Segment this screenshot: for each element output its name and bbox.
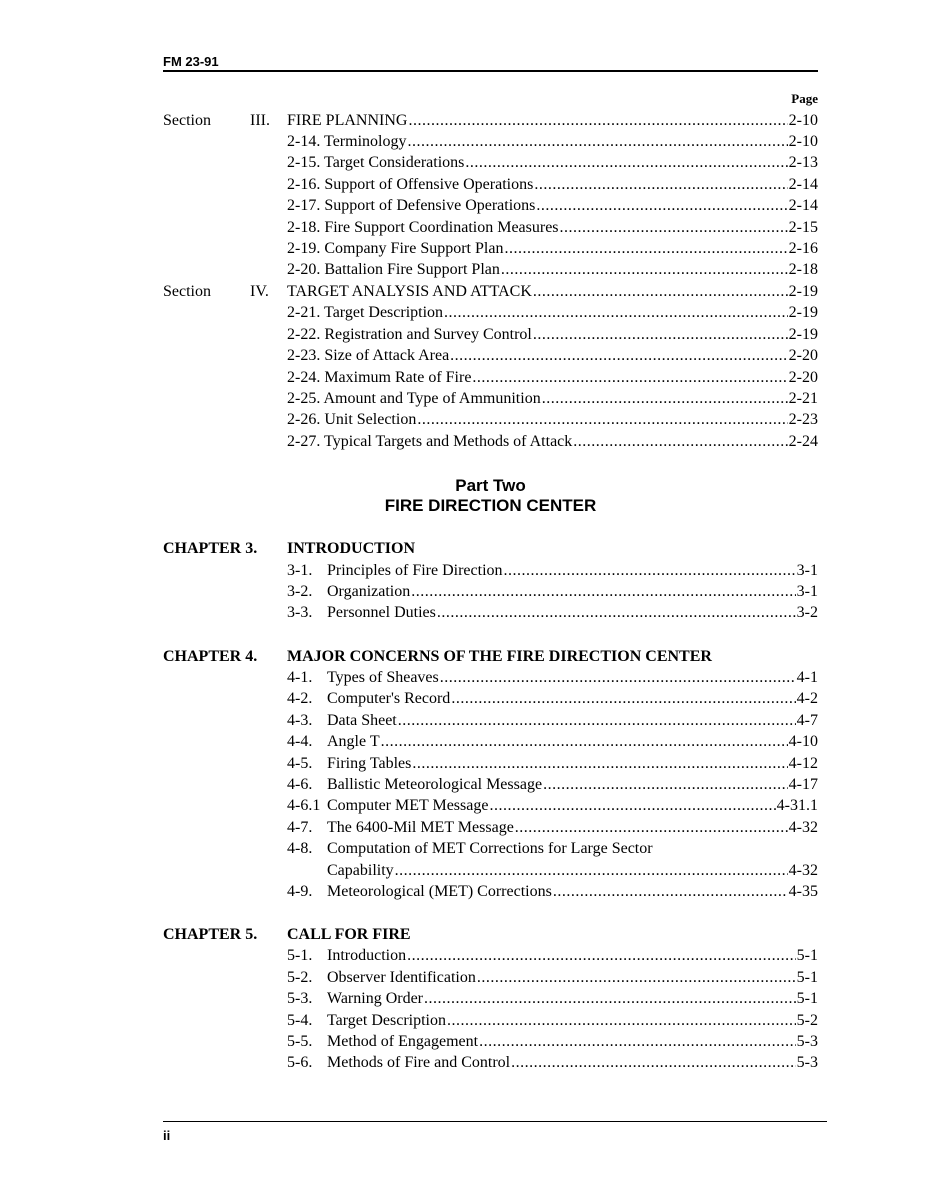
toc-row bbox=[163, 581, 818, 602]
section-number: III. bbox=[250, 112, 270, 129]
toc-entry[interactable] bbox=[327, 881, 818, 902]
toc-entry-number: 5-1. bbox=[287, 947, 313, 964]
section-label: Section bbox=[163, 112, 211, 129]
toc-entry-page: 2-20 bbox=[788, 347, 818, 364]
toc-entry[interactable] bbox=[327, 731, 818, 752]
toc-entry-title: 2-14. Terminology bbox=[287, 133, 407, 150]
toc-entry-title: Observer Identification bbox=[327, 969, 476, 986]
toc-entry-page: 4-12 bbox=[788, 755, 818, 772]
section-number: IV. bbox=[250, 283, 269, 300]
section-label: Section bbox=[163, 283, 211, 300]
toc-entry-page: 2-10 bbox=[788, 112, 818, 129]
toc-entry-page: 2-10 bbox=[788, 133, 818, 150]
toc-entry-title: 2-23. Size of Attack Area bbox=[287, 347, 450, 364]
toc-entry-number: 4-3. bbox=[287, 712, 313, 729]
toc-entry-title: FIRE PLANNING bbox=[287, 112, 408, 129]
toc-entry-page: 2-23 bbox=[788, 411, 818, 428]
toc-entry-number: 4-7. bbox=[287, 819, 313, 836]
toc-row bbox=[163, 688, 818, 709]
toc-entry-page: 2-15 bbox=[788, 219, 818, 236]
toc-entry-number: 5-3. bbox=[287, 990, 313, 1007]
toc-entry[interactable] bbox=[327, 688, 818, 709]
toc-entry-number: 5-2. bbox=[287, 969, 313, 986]
chapter-label: CHAPTER 3. bbox=[163, 540, 258, 557]
chapter-heading-row bbox=[163, 646, 818, 667]
toc-entry-number: 5-4. bbox=[287, 1012, 313, 1029]
toc-row bbox=[163, 753, 818, 774]
toc-entry[interactable] bbox=[327, 860, 818, 881]
chapter-title[interactable]: CALL FOR FIRE bbox=[287, 926, 411, 943]
toc-entry[interactable] bbox=[287, 238, 818, 259]
toc-entry[interactable] bbox=[287, 131, 818, 152]
toc-row bbox=[163, 345, 818, 366]
toc-entry-title: Warning Order bbox=[327, 990, 424, 1007]
toc-entry-title: Angle T bbox=[327, 733, 380, 750]
toc-row bbox=[163, 795, 818, 816]
toc-entry[interactable] bbox=[287, 367, 818, 388]
toc-entry-page: 2-16 bbox=[788, 240, 818, 257]
toc-entry-number: 4-5. bbox=[287, 755, 313, 772]
toc-entry[interactable] bbox=[327, 667, 818, 688]
toc-entry[interactable] bbox=[327, 1010, 818, 1031]
toc-entry-title: TARGET ANALYSIS AND ATTACK bbox=[287, 283, 532, 300]
toc-entry-page: 2-20 bbox=[788, 369, 818, 386]
toc-section-row bbox=[163, 110, 818, 131]
toc-entry[interactable] bbox=[327, 753, 818, 774]
toc-entry-page: 5-2 bbox=[796, 1012, 818, 1029]
toc-entry-page: 2-18 bbox=[788, 261, 818, 278]
toc-entry[interactable] bbox=[327, 1031, 818, 1052]
toc-entry-page: 5-1 bbox=[796, 947, 818, 964]
toc-row bbox=[163, 259, 818, 280]
toc-section-row bbox=[163, 281, 818, 302]
toc-entry-title: 2-25. Amount and Type of Ammunition bbox=[287, 390, 541, 407]
toc-entry-number: 4-2. bbox=[287, 690, 313, 707]
toc-entry-title: 2-17. Support of Defensive Operations bbox=[287, 197, 536, 214]
toc-entry-page: 4-10 bbox=[788, 733, 818, 750]
chapter-heading-row bbox=[163, 538, 818, 559]
toc-entry-page: 4-1 bbox=[796, 669, 818, 686]
toc-row bbox=[163, 774, 818, 795]
toc-row bbox=[163, 388, 818, 409]
toc-entry-title: 2-27. Typical Targets and Methods of Attack bbox=[287, 433, 573, 450]
toc-entry-title: Computer MET Message bbox=[327, 797, 489, 814]
toc-entry[interactable] bbox=[287, 302, 818, 323]
toc-entry-number: 4-9. bbox=[287, 883, 313, 900]
toc-entry[interactable] bbox=[287, 324, 818, 345]
toc-row bbox=[163, 409, 818, 430]
toc-entry-number: 3-2. bbox=[287, 583, 313, 600]
toc-entry-page: 4-32 bbox=[788, 862, 818, 879]
toc-entry-number: 4-8. bbox=[287, 840, 313, 857]
toc-entry-page: 4-2 bbox=[796, 690, 818, 707]
toc-entry[interactable] bbox=[287, 281, 818, 302]
toc-entry-title: Methods of Fire and Control bbox=[327, 1054, 511, 1071]
toc-entry-number: 4-6.1 bbox=[287, 797, 321, 814]
page-column-heading: Page bbox=[791, 91, 818, 106]
toc-row bbox=[163, 217, 818, 238]
toc-row bbox=[163, 710, 818, 731]
toc-entry-title: Ballistic Meteorological Message bbox=[327, 776, 543, 793]
toc-entry-page: 5-3 bbox=[796, 1054, 818, 1071]
toc-entry-title: Target Description bbox=[327, 1012, 446, 1029]
toc-entry[interactable] bbox=[327, 710, 818, 731]
toc-row bbox=[163, 560, 818, 581]
toc-entry-page: 4-35 bbox=[788, 883, 818, 900]
toc-entry-number: 4-6. bbox=[287, 776, 313, 793]
toc-entry[interactable] bbox=[327, 581, 818, 602]
toc-entry[interactable] bbox=[327, 602, 818, 623]
toc-entry[interactable] bbox=[287, 152, 818, 173]
chapter-label: CHAPTER 4. bbox=[163, 648, 258, 665]
toc-entry-title: 2-26. Unit Selection bbox=[287, 411, 417, 428]
toc-row bbox=[163, 945, 818, 966]
toc-entry-title: 2-15. Target Considerations bbox=[287, 154, 465, 171]
toc-entry[interactable] bbox=[327, 988, 818, 1009]
part-subtitle: FIRE DIRECTION CENTER bbox=[384, 496, 597, 515]
toc-entry-page: 5-3 bbox=[796, 1033, 818, 1050]
toc-entry-title: Organization bbox=[327, 583, 411, 600]
toc-entry[interactable] bbox=[287, 110, 818, 131]
toc-entry-title: 2-22. Registration and Survey Control bbox=[287, 326, 532, 343]
toc-entry-title: The 6400-Mil MET Message bbox=[327, 819, 514, 836]
toc-entry-number: 4-1. bbox=[287, 669, 313, 686]
toc-row bbox=[163, 988, 818, 1009]
toc-entry-title: 2-19. Company Fire Support Plan bbox=[287, 240, 504, 257]
toc-entry-title: Meteorological (MET) Corrections bbox=[327, 883, 552, 900]
page-number: ii bbox=[163, 1128, 171, 1143]
toc-entry[interactable] bbox=[327, 560, 818, 581]
part-title: Part Two bbox=[455, 476, 526, 495]
toc-entry[interactable] bbox=[287, 217, 818, 238]
toc-entry[interactable] bbox=[327, 774, 818, 795]
toc-entry-number: 5-6. bbox=[287, 1054, 313, 1071]
header-rule bbox=[163, 70, 818, 72]
toc-entry-number: 5-5. bbox=[287, 1033, 313, 1050]
toc-entry-title: 2-18. Fire Support Coordination Measures bbox=[287, 219, 559, 236]
toc-entry-title: Method of Engagement bbox=[327, 1033, 479, 1050]
toc-entry[interactable] bbox=[287, 409, 818, 430]
toc-entry-page: 4-17 bbox=[788, 776, 818, 793]
document-id-header: FM 23-91 bbox=[163, 54, 219, 69]
toc-entry-title: Firing Tables bbox=[327, 755, 412, 772]
toc-entry-page: 5-1 bbox=[796, 969, 818, 986]
toc-row bbox=[163, 881, 818, 902]
toc-row bbox=[163, 860, 818, 881]
toc-entry-page: 2-13 bbox=[788, 154, 818, 171]
toc-entry-page: 2-21 bbox=[788, 390, 818, 407]
toc-row bbox=[163, 174, 818, 195]
toc-entry-page: 2-19 bbox=[788, 283, 818, 300]
toc-entry-title[interactable]: Computation of MET Corrections for Large Sector bbox=[327, 840, 653, 857]
toc-entry-page: 2-19 bbox=[788, 304, 818, 321]
toc-entry[interactable] bbox=[327, 945, 818, 966]
toc-entry[interactable] bbox=[327, 817, 818, 838]
toc-entry-page: 3-1 bbox=[796, 583, 818, 600]
toc-entry-page: 2-14 bbox=[788, 197, 818, 214]
toc-row bbox=[163, 602, 818, 623]
chapter-label: CHAPTER 5. bbox=[163, 926, 258, 943]
toc-row bbox=[163, 667, 818, 688]
toc-row bbox=[163, 367, 818, 388]
toc-entry-title: Personnel Duties bbox=[327, 604, 436, 621]
toc-entry[interactable] bbox=[287, 195, 818, 216]
chapter-title[interactable]: INTRODUCTION bbox=[287, 540, 416, 557]
toc-entry[interactable] bbox=[287, 345, 818, 366]
toc-entry-title: Data Sheet bbox=[327, 712, 397, 729]
toc-entry-page: 4-31.1 bbox=[776, 797, 818, 814]
toc-entry-page: 3-1 bbox=[796, 562, 818, 579]
toc-row bbox=[163, 152, 818, 173]
toc-entry[interactable] bbox=[287, 174, 818, 195]
toc-entry-page: 2-19 bbox=[788, 326, 818, 343]
toc-row bbox=[163, 302, 818, 323]
toc-entry-title: Types of Sheaves bbox=[327, 669, 439, 686]
toc-entry-page: 5-1 bbox=[796, 990, 818, 1007]
toc-row bbox=[163, 967, 818, 988]
chapter-title[interactable]: MAJOR CONCERNS OF THE FIRE DIRECTION CENTER bbox=[287, 648, 712, 665]
toc-entry-page: 2-14 bbox=[788, 176, 818, 193]
toc-entry-title: Computer's Record bbox=[327, 690, 451, 707]
toc-row bbox=[163, 731, 818, 752]
chapter-heading-row bbox=[163, 924, 818, 945]
toc-entry-page: 4-7 bbox=[796, 712, 818, 729]
toc-entry-page: 3-2 bbox=[796, 604, 818, 621]
toc-row bbox=[163, 838, 818, 859]
toc-entry-title: 2-24. Maximum Rate of Fire bbox=[287, 369, 472, 386]
toc-row bbox=[163, 1031, 818, 1052]
toc-entry[interactable] bbox=[327, 967, 818, 988]
toc-entry-title: 2-21. Target Description bbox=[287, 304, 444, 321]
toc-row bbox=[163, 324, 818, 345]
toc-entry-page: 2-24 bbox=[788, 433, 818, 450]
toc-entry-number: 3-3. bbox=[287, 604, 313, 621]
footer-rule bbox=[163, 1121, 827, 1122]
toc-entry[interactable] bbox=[287, 388, 818, 409]
toc-row bbox=[163, 131, 818, 152]
toc-row bbox=[163, 238, 818, 259]
toc-entry[interactable] bbox=[287, 259, 818, 280]
toc-row bbox=[163, 1010, 818, 1031]
toc-entry-title-continued: Capability bbox=[327, 862, 394, 879]
toc-row bbox=[163, 431, 818, 452]
toc-entry[interactable] bbox=[327, 795, 818, 816]
toc-entry-title: 2-16. Support of Offensive Operations bbox=[287, 176, 534, 193]
toc-entry[interactable] bbox=[287, 431, 818, 452]
toc-entry-title: Introduction bbox=[327, 947, 407, 964]
toc-entry-number: 3-1. bbox=[287, 562, 313, 579]
toc-entry-page: 4-32 bbox=[788, 819, 818, 836]
toc-row bbox=[163, 195, 818, 216]
toc-entry-number: 4-4. bbox=[287, 733, 313, 750]
toc-entry[interactable] bbox=[327, 1052, 818, 1073]
toc-entry-title: 2-20. Battalion Fire Support Plan bbox=[287, 261, 500, 278]
toc-row bbox=[163, 817, 818, 838]
toc-row bbox=[163, 1052, 818, 1073]
toc-entry-title: Principles of Fire Direction bbox=[327, 562, 503, 579]
